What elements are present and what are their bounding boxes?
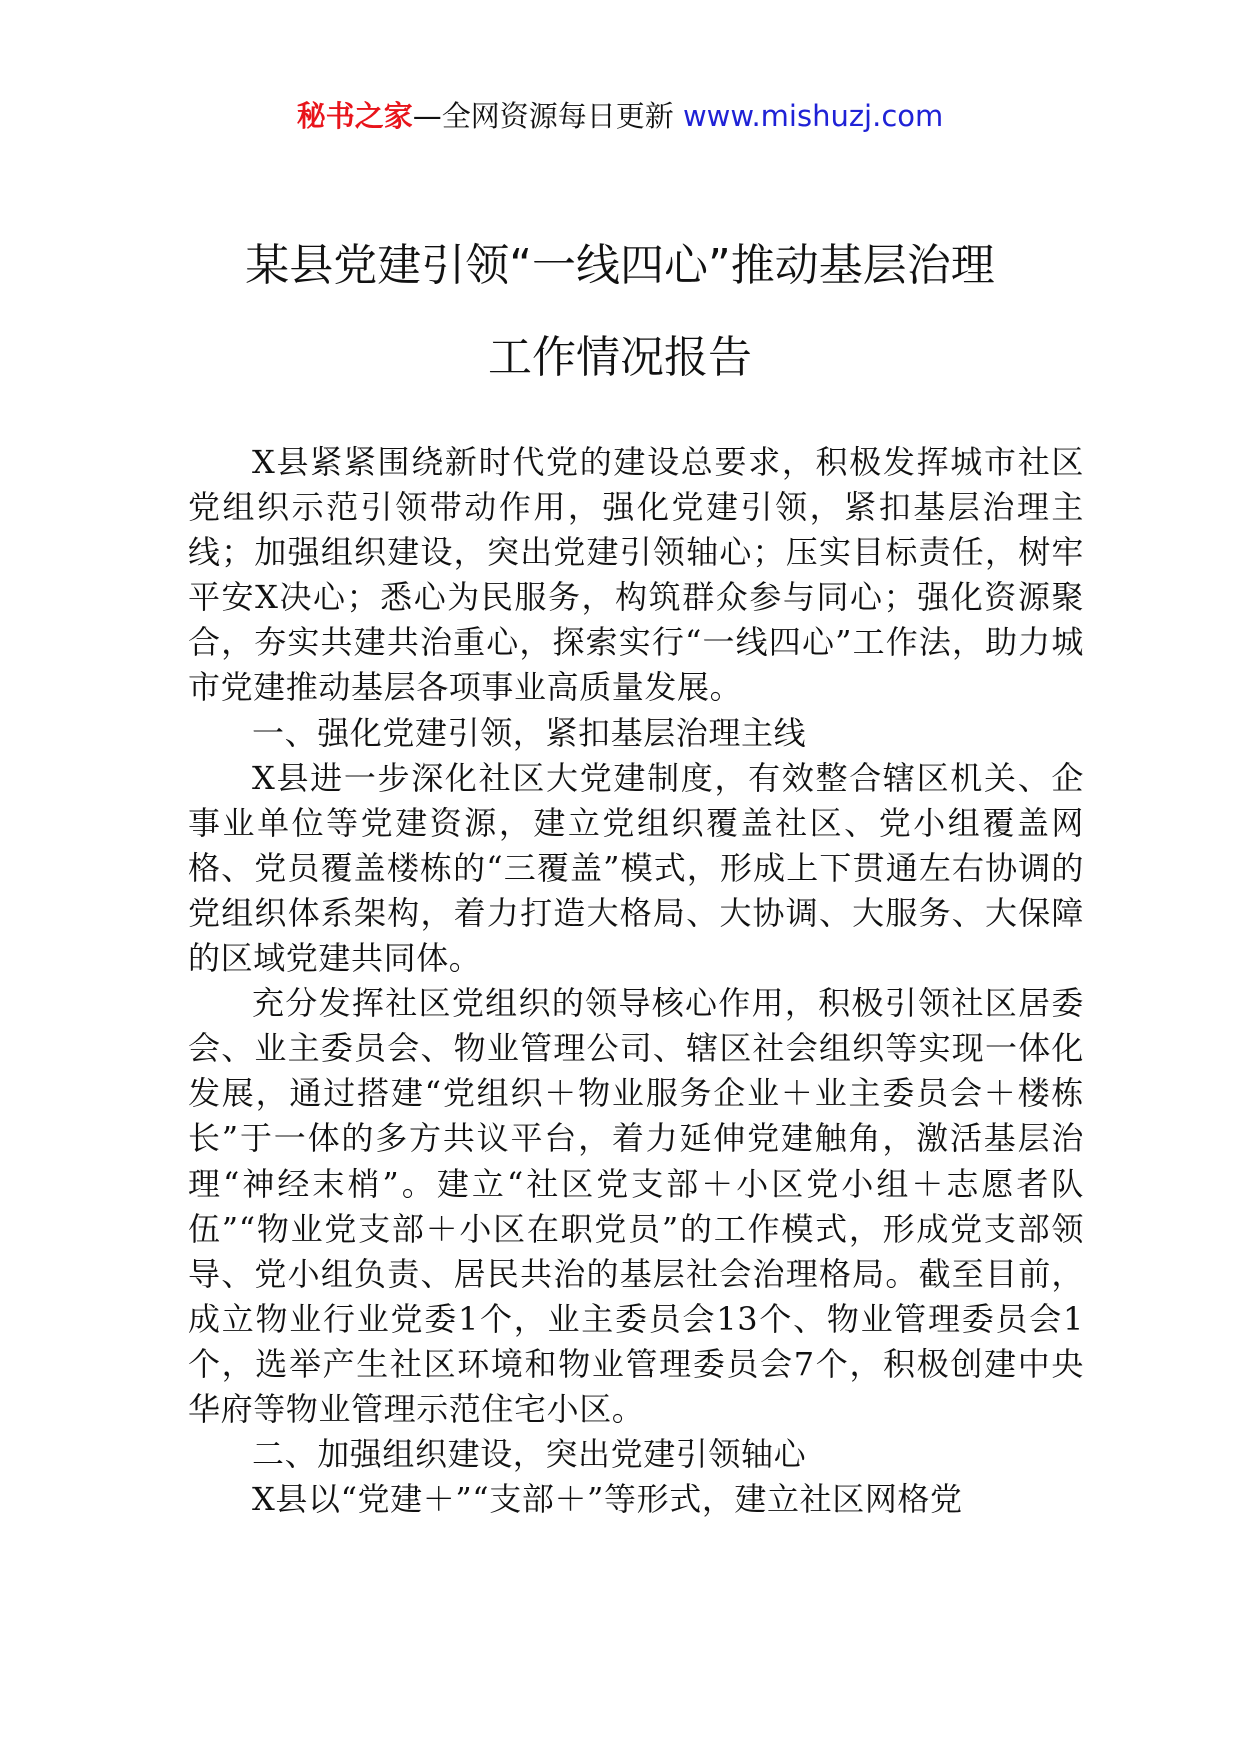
site-banner (0, 96, 1240, 136)
title-line-1: 某县党建引领“一线四心”推动基层治理 (245, 240, 995, 291)
body-paragraph: 充分发挥社区党组织的领导核心作用，积极引领社区居委会、业主委员会、物业管理公司、辖区社会组织等实现一体化发展，通过搭建“党组织＋物业服务企业＋业主委员会＋楼栋长”于一体的多方共议平台，着力延伸党建触角，激活基层治理“神经末梢”。建立“社区党支部＋小区党小组＋志愿者队伍”“物业党支部＋小区在职党员”的工作模式，形成党支部领导、党小组负责、居民共治的基层社会治理格局。截至目前，成立物业行业党委1个，业主委员会13个、物业管理委员会1个，选举产生社区环境和物业管理委员会7个，积极创建中央华府等物业管理示范住宅小区。 (188, 984, 1084, 1428)
section-heading-1: 一、强化党建引领，紧扣基层治理主线 (252, 713, 807, 752)
body-paragraph: X县以“党建＋”“支部＋”等形式，建立社区网格党 (252, 1480, 963, 1519)
title-line-2: 工作情况报告 (488, 332, 752, 383)
document-body (188, 440, 1084, 1522)
section-heading-2: 二、加强组织建设，突出党建引领轴心 (252, 1435, 807, 1474)
brand-name: 秘书之家 (296, 99, 413, 133)
body-paragraph: X县进一步深化社区大党建制度，有效整合辖区机关、企事业单位等党建资源，建立党组织覆盖社区、党小组覆盖网格、党员覆盖楼栋的“三覆盖”模式，形成上下贯通左右协调的党组织体系架构，着力打造大格局、大协调、大服务、大保障的区域党建共同体。 (188, 758, 1084, 978)
document-title (0, 220, 1240, 404)
intro-paragraph: X县紧紧围绕新时代党的建设总要求，积极发挥城市社区党组织示范引领带动作用，强化党建引领，紧扣基层治理主线；加强组织建设，突出党建引领轴心；压实目标责任，树牢平安X决心；悉心为民服务，构筑群众参与同心；强化资源聚合，夯实共建共治重心，探索实行“一线四心”工作法，助力城市党建推动基层各项事业高质量发展。 (188, 443, 1084, 707)
banner-slogan: —全网资源每日更新 (412, 99, 683, 133)
site-url-link[interactable]: www.mishuzj.com (682, 99, 944, 133)
